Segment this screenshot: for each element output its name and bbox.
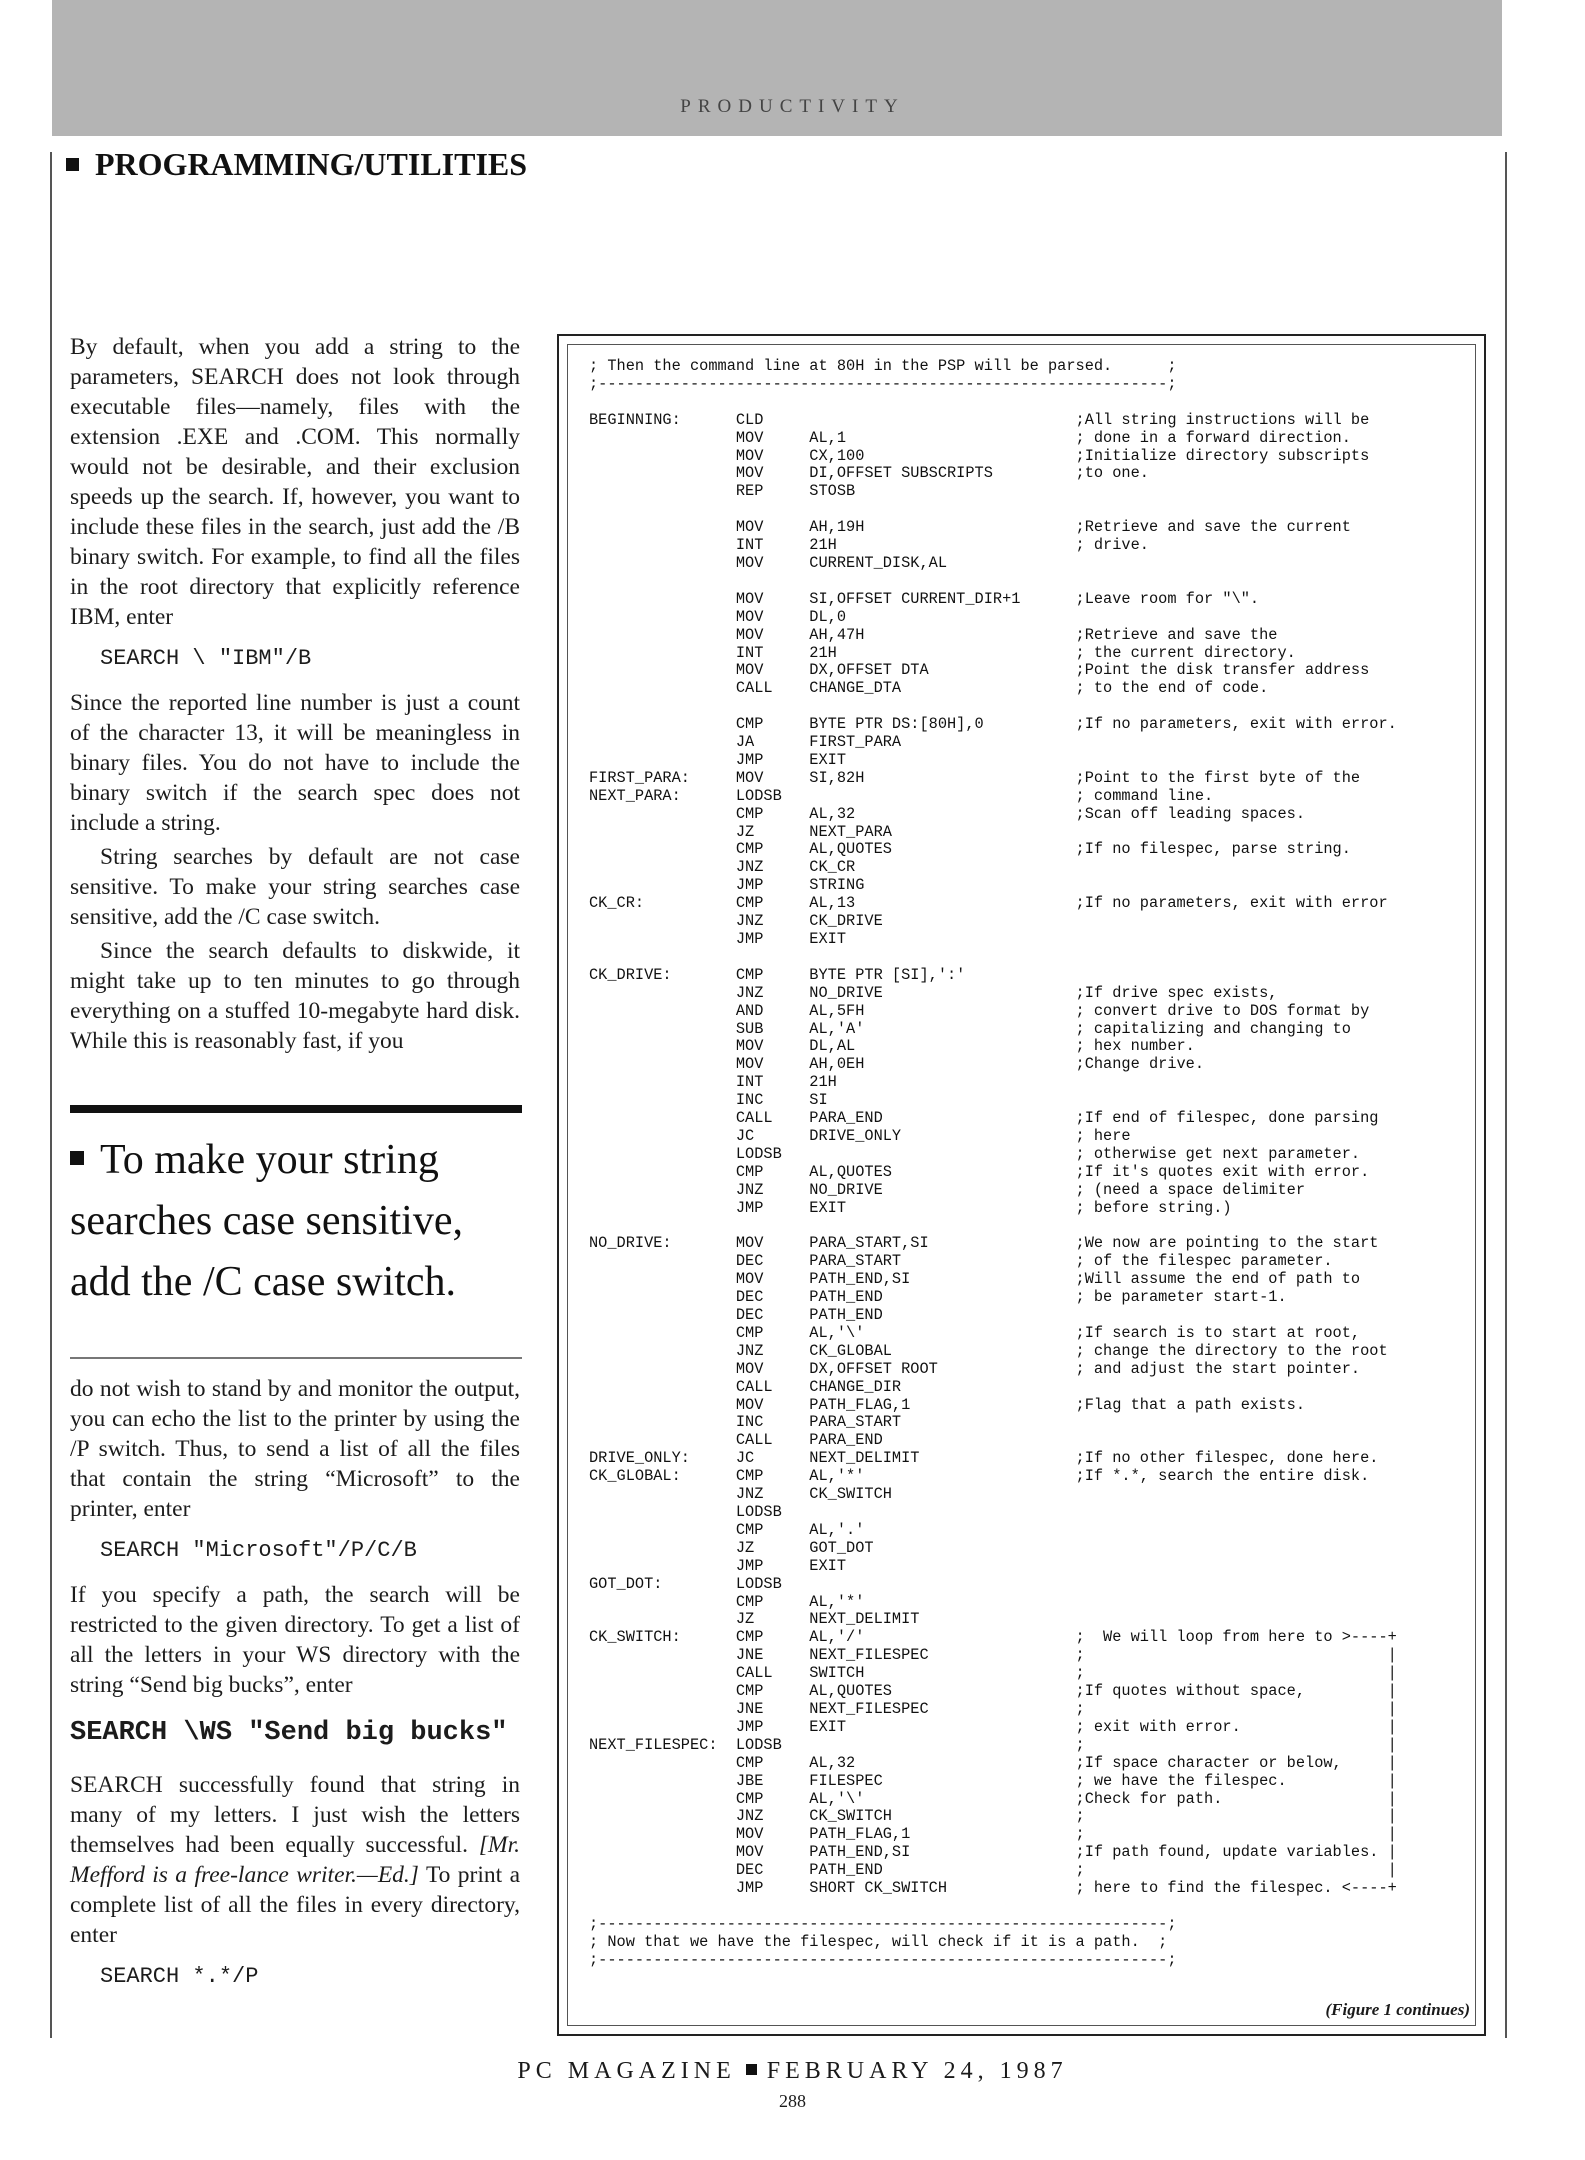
paragraph: By default, when you add a string to the parameters, SEARCH does not look through executable files—namely, files with the extension .EXE and .COM. This normally would not be desirable, and their exclusion speeds up the search. If, however, you want to include these files in the search, just add the /B binary switch. For example, to find all the files in the root directory that explicitly reference IBM, enter bbox=[70, 334, 520, 630]
paragraph-text: To print a complete list of all the files in every directory, enter bbox=[70, 1862, 521, 1948]
article-column-bottom bbox=[70, 1374, 520, 2006]
bullet-square-icon bbox=[70, 1151, 84, 1165]
page-number: 288 bbox=[779, 2091, 806, 2111]
paragraph: do not wish to stand by and monitor the output, you can echo the list to the printer by using the /P switch. Thus, to send a list of all the files that contain the string “Microsoft” to the printer, enter bbox=[70, 1376, 520, 1522]
paragraph: Since the search defaults to diskwide, it might take up to ten minutes to go through everything on a stuffed 10-megabyte hard disk. While this is reasonably fast, if you bbox=[70, 938, 520, 1054]
command-example: SEARCH \WS "Send big bucks" bbox=[70, 1718, 508, 1748]
bullet-square-icon bbox=[746, 2064, 757, 2075]
issue-date: FEBRUARY 24, 1987 bbox=[766, 2058, 1068, 2084]
department-title: PROGRAMMING/UTILITIES bbox=[95, 146, 528, 182]
paragraph bbox=[70, 1770, 520, 1950]
assembly-listing: ; Then the command line at 80H in the PSP will be parsed. ; ;--------------------------------------------------------------; BEGINNING: CLD ;All string instructions will be MOV AL,1 ; done in a forward direction. MOV CX,100 ;Initialize directory subscripts MOV DI,OFFSET SUBSCRIPTS ;to one. REP STOSB MOV AH,19H ;Retrieve and save the current INT 21H ; drive. MOV CURRENT_DISK,AL MOV SI,OFFSET CURRENT_DIR+1 ;Leave room for "\". MOV DL,0 MOV AH,47H ;Retrieve and save the INT 21H ; the current directory. MOV DX,OFFSET DTA ;Point the disk transfer address CALL CHANGE_DTA ; to the end of code. CMP BYTE PTR DS:[80H],0 ;If no parameters, exit with error. JA FIRST_PARA JMP EXIT FIRST_PARA: MOV SI,82H ;Point to the first byte of the NEXT_PARA: LODSB ; command line. CMP AL,32 ;Scan off leading spaces. JZ NEXT_PARA CMP AL,QUOTES ;If no filespec, parse string. JNZ CK_CR JMP STRING CK_CR: CMP AL,13 ;If no parameters, exit with error JNZ CK_DRIVE JMP EXIT CK_DRIVE: CMP BYTE PTR [SI],':' JNZ NO_DRIVE ;If drive spec exists, AND AL,5FH ; convert drive to DOS format by SUB AL,'A' ; capitalizing and changing to MOV DL,AL ; hex number. MOV AH,0EH ;Change drive. INT 21H INC SI CALL PARA_END ;If end of filespec, done parsing JC DRIVE_ONLY ; here LODSB ; otherwise get next parameter. CMP AL,QUOTES ;If it's quotes exit with error. JNZ NO_DRIVE ; (need a space delimiter JMP EXIT ; before string.) NO_DRIVE: MOV PARA_START,SI ;We now are pointing to the start DEC PARA_START ; of the filespec parameter. MOV PATH_END,SI ;Will assume the end of path to DEC PATH_END ; be parameter start-1. DEC PATH_END CMP AL,'\' ;If search is to start at root, JNZ CK_GLOBAL ; change the directory to the root MOV DX,OFFSET ROOT ; and adjust the start pointer. CALL CHANGE_DIR MOV PATH_FLAG,1 ;Flag that a path exists. INC PARA_START CALL PARA_END DRIVE_ONLY: JC NEXT_DELIMIT ;If no other filespec, done here. CK_GLOBAL: CMP AL,'*' ;If *.*, search the entire disk. JNZ CK_SWITCH LODSB CMP AL,'.' JZ GOT_DOT JMP EXIT GOT_DOT: LODSB CMP AL,'*' JZ NEXT_DELIMIT CK_SWITCH: CMP AL,'/' ; We will loop from here to >----+ JNE NEXT_FILESPEC ; | CALL SWITCH ; | CMP AL,QUOTES ;If quotes without space, | JNE NEXT_FILESPEC ; | JMP EXIT ; exit with error. | NEXT_FILESPEC: LODSB ; | CMP AL,32 ;If space character or below, | JBE FILESPEC ; we have the filespec. | CMP AL,'\' ;Check for path. | JNZ CK_SWITCH ; | MOV PATH_FLAG,1 ; | MOV PATH_END,SI ;If path found, update variables. | DEC PATH_END ; | JMP SHORT CK_SWITCH ; here to find the filespec. <----+ ;--------------------------------------------------------------; ; Now that we have the filespec, will check if it is a path. ; ;--------------------------------------------------------------; bbox=[589, 357, 1397, 1969]
paragraph: Since the reported line number is just a count of the character 13, it will be meaningless in binary files. You do not have to include the binary switch if the search spec does not include a string. bbox=[70, 690, 520, 836]
magazine-name: PC MAGAZINE bbox=[517, 2058, 736, 2084]
pullquote-rule-top bbox=[70, 1105, 522, 1113]
command-example: SEARCH "Microsoft"/P/C/B bbox=[100, 1538, 417, 1563]
pullquote-rule-bottom bbox=[70, 1357, 522, 1359]
pull-quote bbox=[70, 1130, 530, 1313]
paragraph-text: SEARCH successfully found that string in many of my letters. I just wish the letters themselves had been equally successful. bbox=[70, 1772, 520, 1858]
paragraph: If you specify a path, the search will be restricted to the given directory. To get a list of all the letters in your WS directory with the string “Send big bucks”, enter bbox=[70, 1582, 520, 1698]
editor-note: [Mr. Mefford is a free-lance writer.—Ed.] bbox=[70, 1832, 520, 1888]
section-label: PRODUCTIVITY bbox=[680, 96, 905, 117]
pull-quote-text: To make your string searches case sensitive, add the /C case switch. bbox=[70, 1137, 463, 1305]
article-column-top bbox=[70, 332, 520, 1060]
code-figure bbox=[557, 334, 1486, 2036]
command-example: SEARCH *.*/P bbox=[100, 1964, 259, 1989]
paragraph: String searches by default are not case sensitive. To make your string searches case sensitive, add the /C case switch. bbox=[70, 844, 520, 930]
figure-caption: (Figure 1 continues) bbox=[1325, 2000, 1470, 2019]
page-footer bbox=[0, 2058, 1585, 2085]
command-example: SEARCH \ "IBM"/B bbox=[100, 646, 312, 671]
